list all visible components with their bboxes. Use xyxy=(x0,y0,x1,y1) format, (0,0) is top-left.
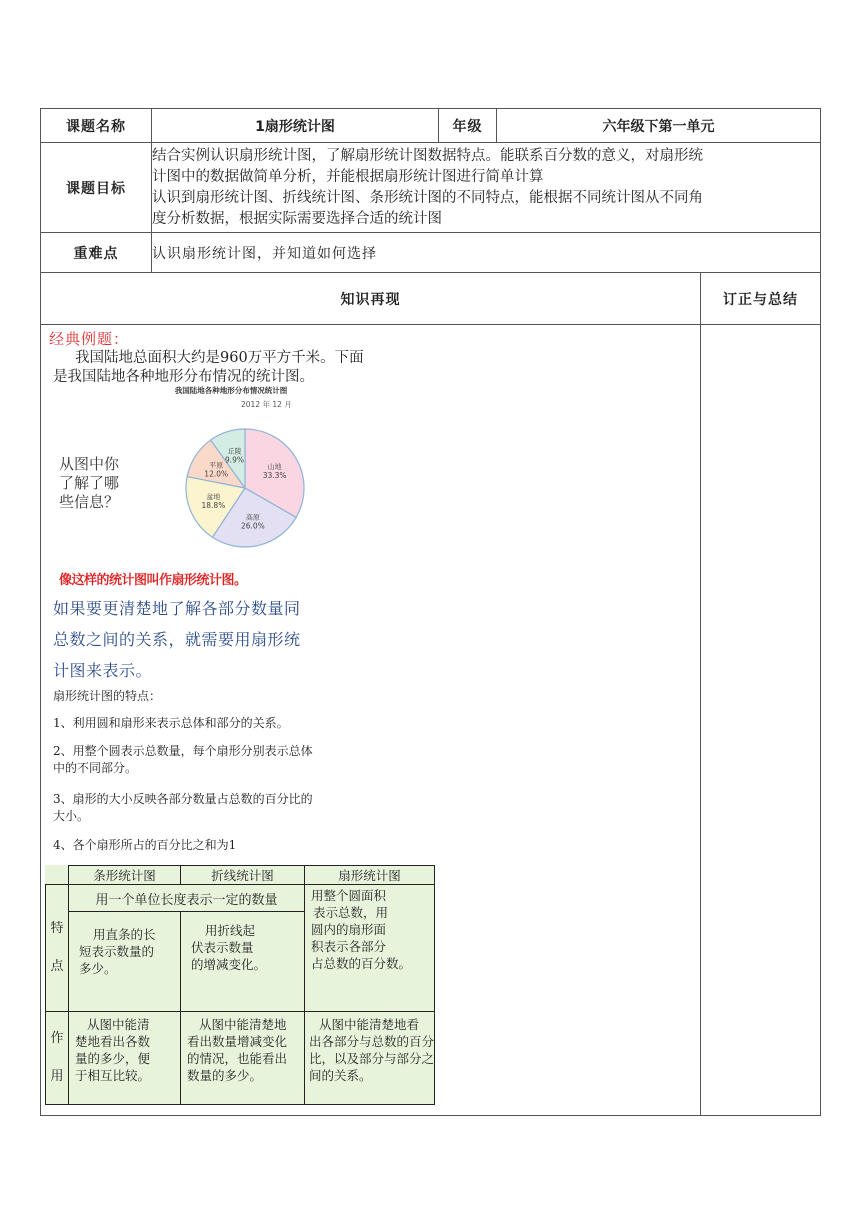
use-line: 从图中能清楚地 看出数量增减变化 的情况，也能看出 数量的多少。 xyxy=(181,1012,305,1105)
question-line: 了解了哪 xyxy=(59,474,120,492)
grade-label: 年级 xyxy=(439,109,497,143)
example-intro xyxy=(53,349,364,387)
pie-svg xyxy=(141,385,321,555)
knowledge-content xyxy=(41,325,701,1116)
example-heading: 经典例题： xyxy=(49,330,130,348)
goal-line: 认识到扇形统计图、折线统计图、条形统计图的不同特点，能根据不同统计图从不同角 xyxy=(152,189,703,206)
intro-line: 我国陆地总面积大约是960万平方千米。下面 xyxy=(75,350,364,366)
feature-line: 用折线起 伏表示数量 的增减变化。 xyxy=(181,912,305,1012)
explanation-line: 如果要更清楚地了解各部分数量同 xyxy=(53,599,301,618)
use-pie: 从图中能清楚地看 出各部分与总数的百分 比，以及部分与部分之 间的关系。 xyxy=(305,1012,435,1105)
features-heading: 扇形统计图的特点： xyxy=(53,689,162,703)
pie-value-label: 18.8% xyxy=(201,501,226,511)
pie-label: 盆地 xyxy=(206,493,221,502)
header-pie-chart: 扇形统计图 xyxy=(305,866,435,885)
use-side-label: 作 用 xyxy=(46,1012,69,1105)
explanation-line: 计图来表示。 xyxy=(53,661,153,680)
lesson-table xyxy=(40,108,821,1116)
review-column xyxy=(701,325,821,1116)
feature-item: 1、利用圆和扇形来表示总体和部分的关系。 xyxy=(53,716,289,730)
feature-bar: 用直条的长 短表示数量的 多少。 xyxy=(69,912,181,1012)
definition-note: 像这样的统计图叫作扇形统计图。 xyxy=(59,573,247,588)
title-label: 课题名称 xyxy=(41,109,152,143)
feature-item: 3、扇形的大小反映各部分数量占总数的百分比的 大小。 xyxy=(53,792,313,823)
goal-line: 计图中的数据做简单分析，并能根据扇形统计图进行简单计算 xyxy=(152,168,544,185)
review-heading: 订正与总结 xyxy=(701,273,821,325)
shared-feature: 用一个单位长度表示一定的数量 xyxy=(69,885,305,912)
feature-item: 4、各个扇形所占的百分比之和为1 xyxy=(53,838,237,852)
feature-side-label: 特 点 xyxy=(46,885,69,1012)
pie-value-label: 33.3% xyxy=(262,470,287,480)
pie-label: 平原 xyxy=(209,461,224,470)
knowledge-heading: 知识再现 xyxy=(41,273,701,325)
lesson-plan xyxy=(40,108,820,1116)
pie-label: 山地 xyxy=(267,462,282,471)
explanation-line: 总数之间的关系，就需要用扇形统 xyxy=(53,630,301,649)
question-line: 些信息？ xyxy=(59,493,120,511)
key-points-label: 重难点 xyxy=(41,233,152,273)
pie-chart xyxy=(141,385,321,555)
explanation-text xyxy=(53,593,301,686)
pie-value-label: 9.9% xyxy=(224,455,245,465)
key-points-value: 认识扇形统计图，并知道如何选择 xyxy=(152,233,821,273)
pie-label: 高原 xyxy=(245,513,260,522)
grade-value: 六年级下第一单元 xyxy=(497,109,821,143)
goal-label: 课题目标 xyxy=(41,143,152,233)
pie-label: 丘陵 xyxy=(227,447,242,456)
chart-title: 我国陆地各种地形分布情况统计图 xyxy=(174,386,288,395)
feature-pie: 用整个圆面积 表示总数，用 圆内的扇形面 积表示各部分 占总数的百分数。 xyxy=(305,885,435,1012)
feature-item: 2、用整个圆表示总数量，每个扇形分别表示总体 中的不同部分。 xyxy=(53,744,313,775)
comparison-table xyxy=(45,865,435,1105)
goal-line: 结合实例认识扇形统计图，了解扇形统计图数据特点。能联系百分数的意义，对扇形统 xyxy=(152,147,703,164)
example-question xyxy=(59,455,119,512)
use-bar: 从图中能清 楚地看出各数 量的多少，便 于相互比较。 xyxy=(69,1012,181,1105)
goal-line: 度分析数据，根据实际需要选择合适的统计图 xyxy=(152,210,442,227)
question-line: 从图中你 xyxy=(59,455,120,473)
chart-subtitle: 2012 年 12 月 xyxy=(241,400,292,409)
title-value: 1扇形统计图 xyxy=(152,109,439,143)
pie-value-label: 26.0% xyxy=(240,521,265,531)
header-line-chart: 折线统计图 xyxy=(181,866,305,885)
pie-value-label: 12.0% xyxy=(204,469,229,479)
goal-text xyxy=(152,143,821,233)
intro-line: 是我国陆地各种地形分布情况的统计图。 xyxy=(53,369,314,385)
header-bar-chart: 条形统计图 xyxy=(69,866,181,885)
